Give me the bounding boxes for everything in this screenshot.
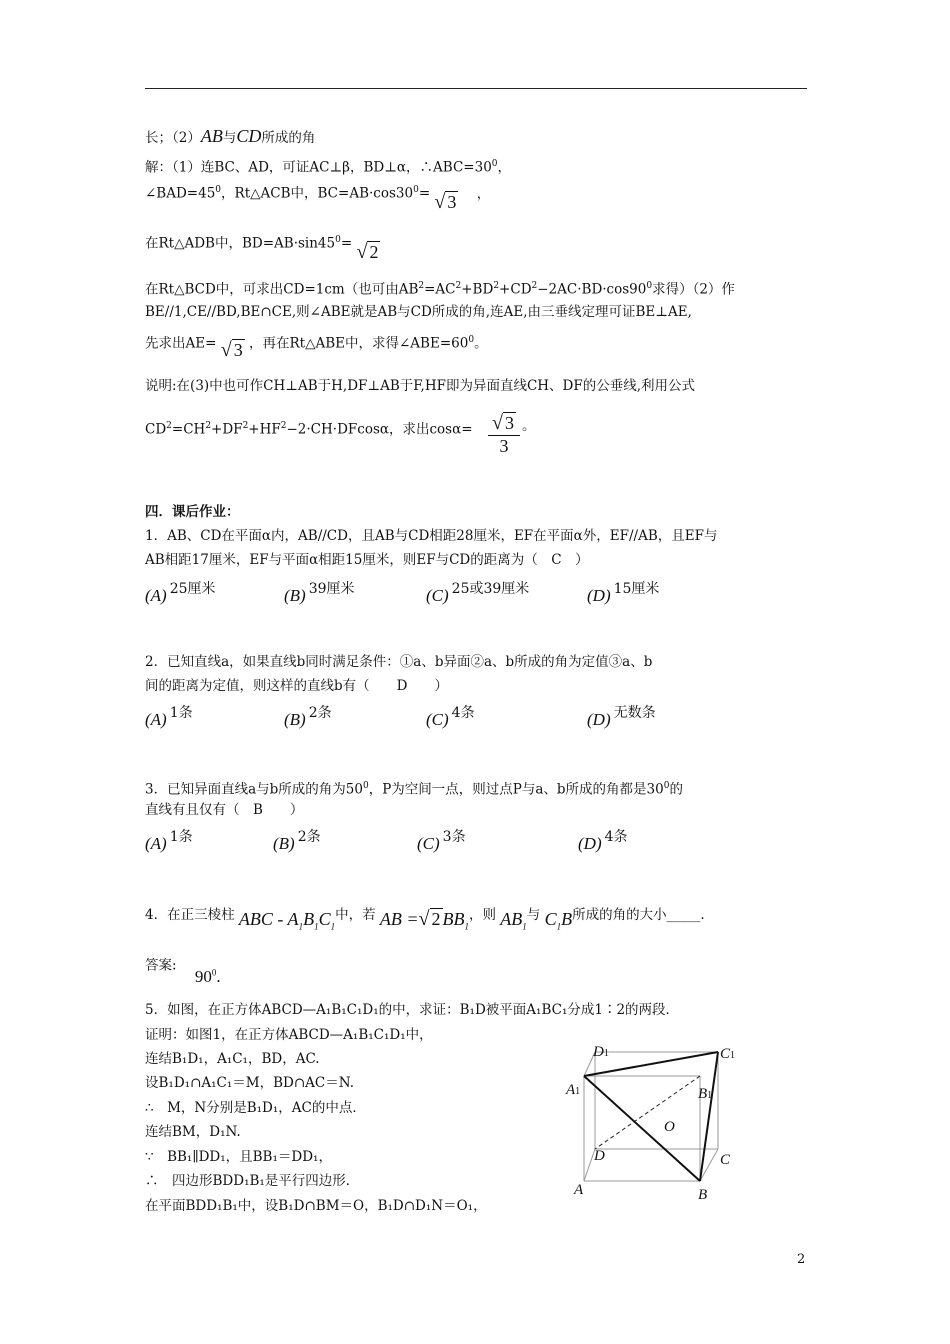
- solution-line-5: 在Rt△BCD中，可求出CD=1cm（也可由$AB^2=AC^2+BD^2+CD^2-2AC\cdot BD\cdot\cos 90^0$求得）（2）作: [145, 281, 735, 298]
- homework-heading: 四．课后作业：: [145, 504, 240, 520]
- q5-proof-3: 设B₁D₁∩A₁C₁＝M，BD∩AC＝N.: [145, 1075, 354, 1091]
- dashed-diagonal: [595, 1076, 700, 1149]
- q1-line-1: 1．AB、CD在平面α内，AB//CD，且AB与CD相距28厘米，EF在平面α外，EF//AB，且EF与: [145, 528, 718, 544]
- sqrt-3: √ 3: [434, 190, 457, 213]
- q5-proof-8: 在平面BDD₁B₁中，设B₁D∩BM＝O，B₁D∩D₁N＝O₁，: [145, 1198, 487, 1214]
- label-c: C: [720, 1152, 731, 1168]
- solution-note-line-1: 说明:在(3)中也可作CH⊥AB于H,DF⊥AB于F,HF即为异面直线CH、DF的公垂线,利用公式: [145, 378, 696, 394]
- q2-option-c: (C) 4条: [426, 705, 475, 729]
- q5-line-1: 5．如图，在正方体ABCD—A₁B₁C₁D₁的中，求证：B₁D被平面A₁BC₁分成1∶2的两段．: [145, 1002, 680, 1018]
- prism-expression: ABC - $A_1B_1C_1$: [238, 909, 336, 932]
- solution-note-line-2: $CD^2=CH^2+DF^2+HF^2-2\cdot CH\cdot DFcos\alpha$，求出cosα=: [145, 421, 473, 438]
- q1-option-d: (D) 15厘米: [587, 581, 660, 605]
- label-a: A: [574, 1182, 584, 1198]
- fraction-sqrt3-over-3: √ 3 3: [488, 412, 520, 457]
- label-o: O: [664, 1119, 675, 1135]
- q2-line-2: 间的距离为定值，则这样的直线b有（ D ）: [145, 678, 448, 694]
- q3-option-a: (A) 1条: [145, 829, 193, 853]
- q1-option-c: (C) 25或39厘米: [426, 581, 530, 605]
- label-a1: A1: [566, 1082, 581, 1098]
- q5-proof-4: ∴ M，N分别是B₁D₁，AC的中点．: [145, 1100, 366, 1116]
- q3-line-2: 直线有且仅有（ B ）: [145, 802, 304, 818]
- label-b: B: [698, 1187, 708, 1203]
- answer-value: $90^0$.: [194, 966, 221, 986]
- q4-answer: 答案: $90^0$.: [145, 957, 221, 986]
- q2-option-b: (B) 2条: [284, 705, 332, 729]
- q4-c1b: $C_1B$: [544, 909, 573, 932]
- label-c1: C1: [720, 1046, 736, 1062]
- q1-option-b: (B) 39厘米: [284, 581, 355, 605]
- q1-line-2: AB相距17厘米，EF与平面α相距15厘米，则EF与CD的距离为（ C ）: [145, 552, 589, 568]
- q3-option-d: (D) 4条: [578, 829, 628, 853]
- solution-line-2: 解：（1）连BC、AD，可证AC⊥β，BD⊥α，$\therefore ABC=30^0$，: [145, 159, 512, 176]
- header-rule: [145, 88, 807, 89]
- fraction-end-mark: 。: [522, 418, 536, 434]
- solution-line-3: $\angle BAD=45^0$，Rt△ACB中，$BC=AB\cdot\cos 30^0=$ √ 3 ，: [145, 185, 491, 213]
- solution-line-4: 在Rt△ADB中，$BD=AB\cdot\sin 45^0=$ √ 2: [145, 235, 379, 263]
- page-number: 2: [797, 1252, 806, 1267]
- sqrt-3b: √ 3: [220, 338, 243, 361]
- q3-option-c: (C) 3条: [417, 829, 466, 853]
- label-d1: D1: [593, 1044, 609, 1060]
- label-b1: B1: [698, 1086, 713, 1102]
- solution-line-6: BE//1,CE//BD,BE∩CE,则∠ABE就是AB与CD所成的角,连AE,由三垂线定理可证BE⊥AE,: [145, 304, 692, 320]
- q2-option-a: (A) 1条: [145, 705, 193, 729]
- cube-figure: [560, 1036, 750, 1216]
- q4-ab1: $AB_1$: [500, 909, 527, 932]
- q2-option-d: (D) 无数条: [587, 705, 656, 729]
- q5-proof-7: ∴ 四边形BDD₁B₁是平行四边形．: [145, 1173, 360, 1189]
- q5-proof-1: 证明：如图1，在正方体ABCD—A₁B₁C₁D₁中，: [145, 1027, 433, 1043]
- q5-proof-2: 连结B₁D₁，A₁C₁，BD，AC.: [145, 1051, 320, 1067]
- solution-line-7: 先求出AE= √ 3 ，再在Rt△ABE中，求得$\angle ABE=60^0$。: [145, 335, 488, 361]
- q3-line-1: 3．已知异面直线a与b所成的角为$50^0$，P为空间一点，则过点P与a、b所成的角都是$30^0$的: [145, 781, 683, 798]
- q4-equation: AB = √ 2 $BB_1$: [379, 908, 469, 932]
- q5-proof-5: 连结BM，D₁N.: [145, 1124, 241, 1140]
- q5-proof-6: ∵ BB₁∥DD₁，且BB₁＝DD₁，: [145, 1149, 332, 1165]
- q1-option-a: (A) 25厘米: [145, 581, 216, 605]
- solution-line-1: 长；（2）AB与CD所成的角: [145, 126, 316, 146]
- label-d: D: [594, 1148, 605, 1164]
- q2-line-1: 2．已知直线a，如果直线b同时满足条件：①a、b异面②a、b所成的角为定值③a、b: [145, 654, 653, 670]
- q3-option-b: (B) 2条: [273, 829, 321, 853]
- sqrt-2: √ 2: [356, 240, 379, 263]
- q4-line: 4．在正三棱柱 ABC - $A_1B_1C_1$中，若 AB = √ 2 $BB_1$，则 $AB_1$与 $C_1B$所成的角的大小_____.: [145, 907, 705, 932]
